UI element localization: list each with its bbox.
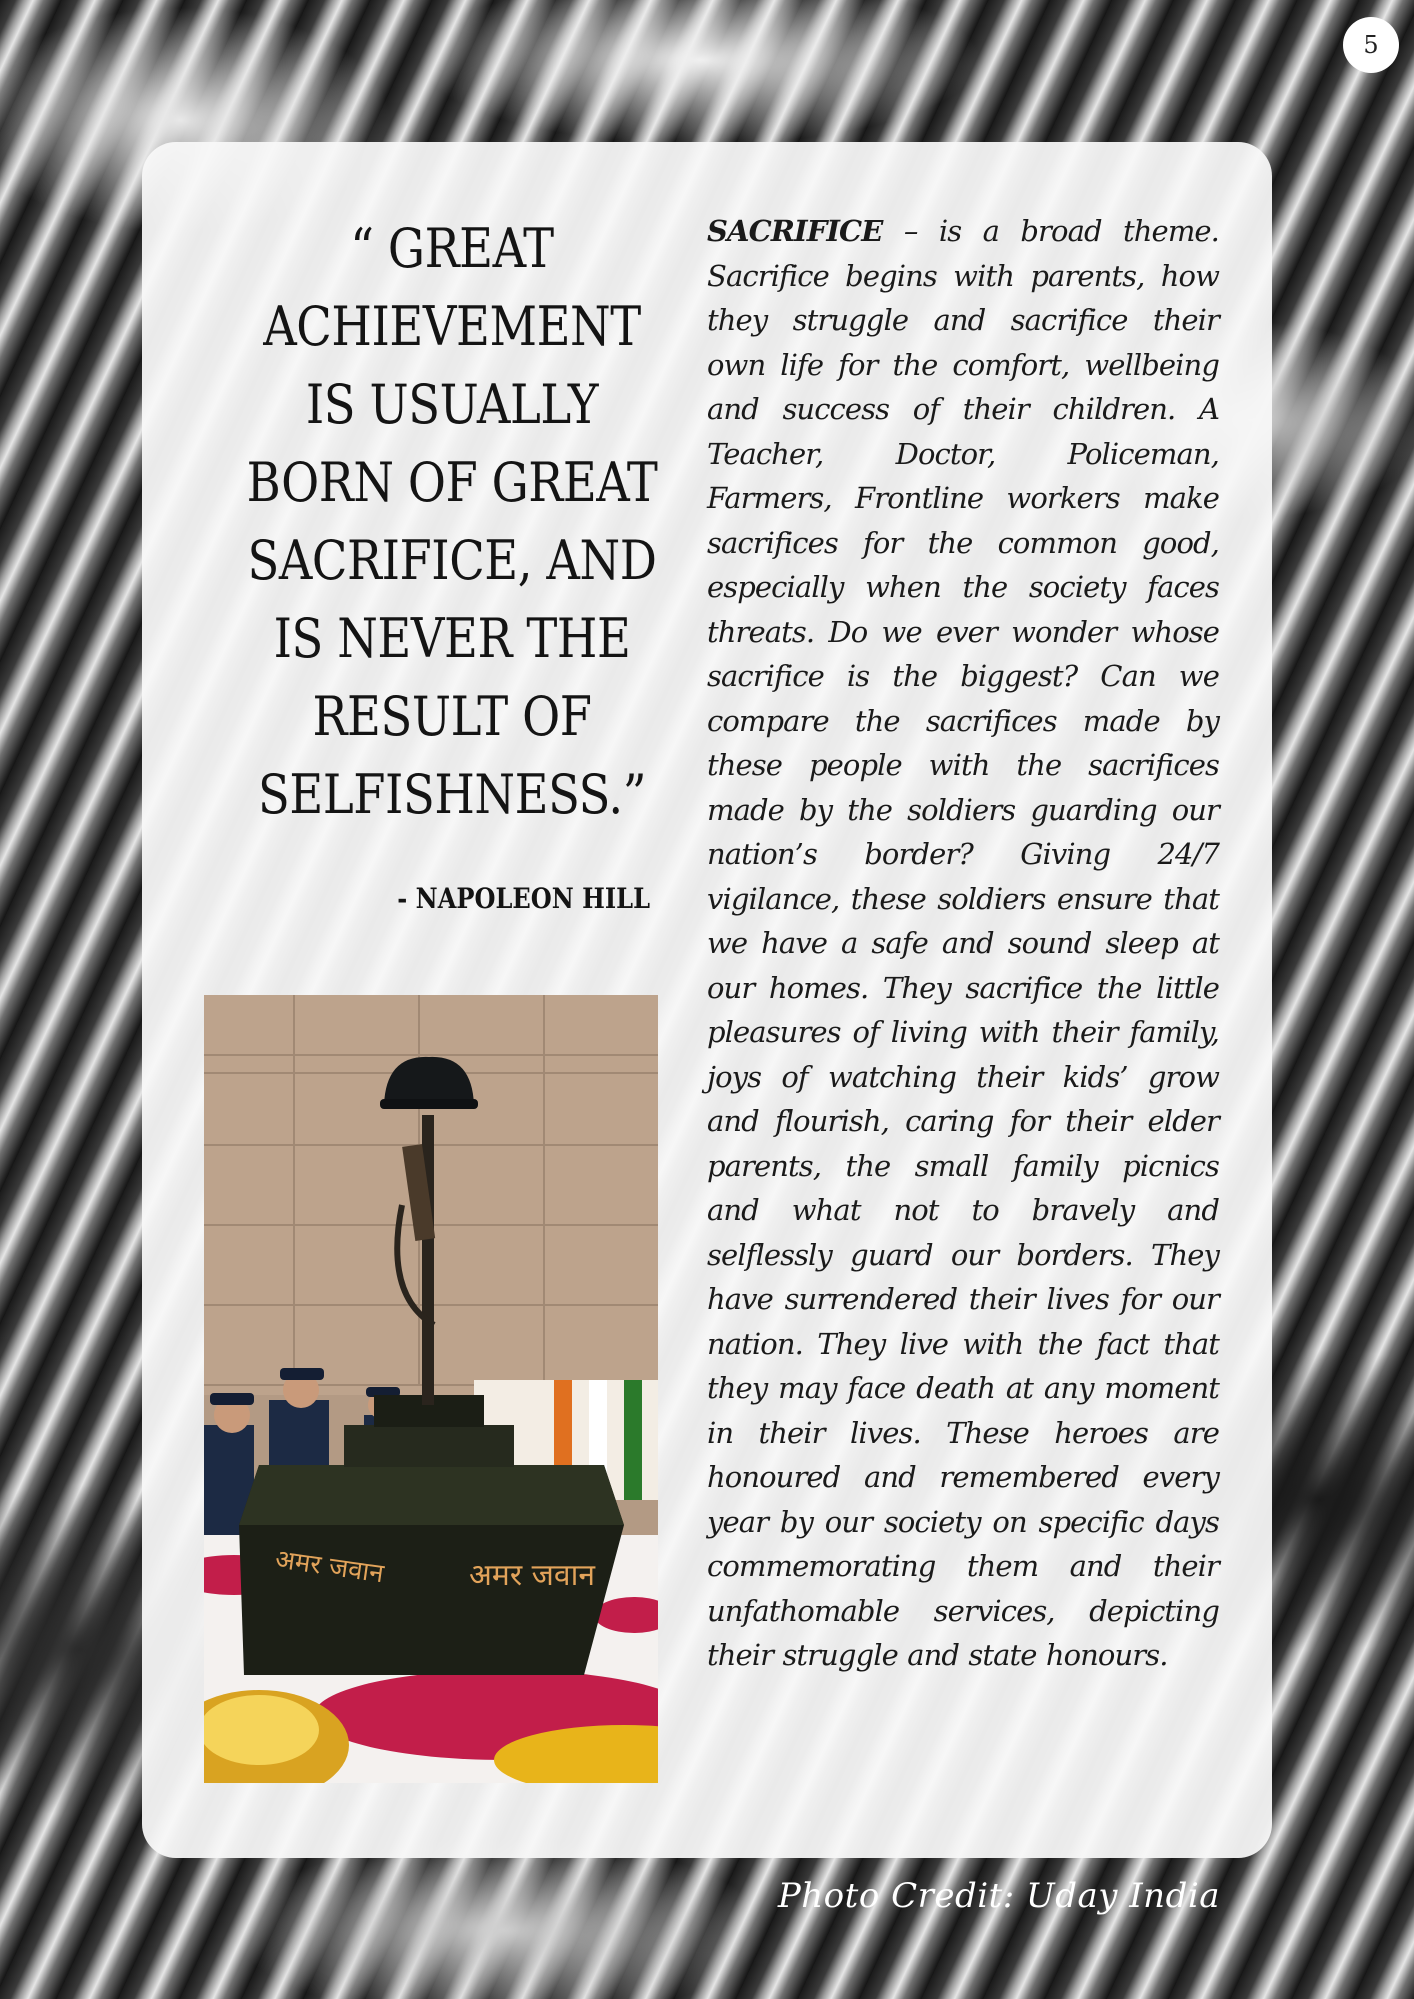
article-body-text: – is a broad theme. Sacrifice begins with parents, how they struggle and sacrifice their own life for the comfort, wellbeing and success of their children. A Teacher, Doctor, Policeman, Farmers, Frontline workers make sacrifices for the common good, especially when the society faces threats. Do we ever wonder whose sacrifice is the biggest? Can we compare the sacrifices made by these people with the sacrifices made by the soldiers guarding our nation’s border? Giving 24/7 vigilance, these soldiers ensure that we have a safe and sound sleep at our homes. They sacrifice the little pleasures of living with their family, joys of watching their kids’ grow and flourish, caring for their elder parents, the small family picnics and what not to bravely and selflessly guard our borders. They have surrendered their lives for our nation. They live with the fact that they may face death at any moment in their lives. These heroes are honoured and remembered every year by our society on specific days commemorating them and their unfathomable services, depicting their struggle and state honours. — [707, 214, 1219, 1672]
page-number: 5 — [1363, 31, 1379, 59]
quote-text: “ GREAT ACHIEVEMENT IS USUALLY BORN OF GREAT SACRIFICE, AND IS NEVER THE RESULT OF SELFISHNESS.” — [246, 217, 658, 826]
page-number-badge — [1343, 17, 1399, 73]
quote-author: - NAPOLEON HILL — [397, 882, 650, 915]
photo-credit: Photo Credit: Uday India — [777, 1876, 1220, 1916]
article-body — [707, 209, 1219, 1678]
inscription-right: अमर जवान — [469, 1558, 596, 1593]
content-card — [142, 142, 1272, 1858]
inscription-left: अमर जवान — [273, 1544, 386, 1590]
amar-jawan-photo — [204, 995, 658, 1783]
article-lead-word: SACRIFICE — [707, 214, 883, 248]
